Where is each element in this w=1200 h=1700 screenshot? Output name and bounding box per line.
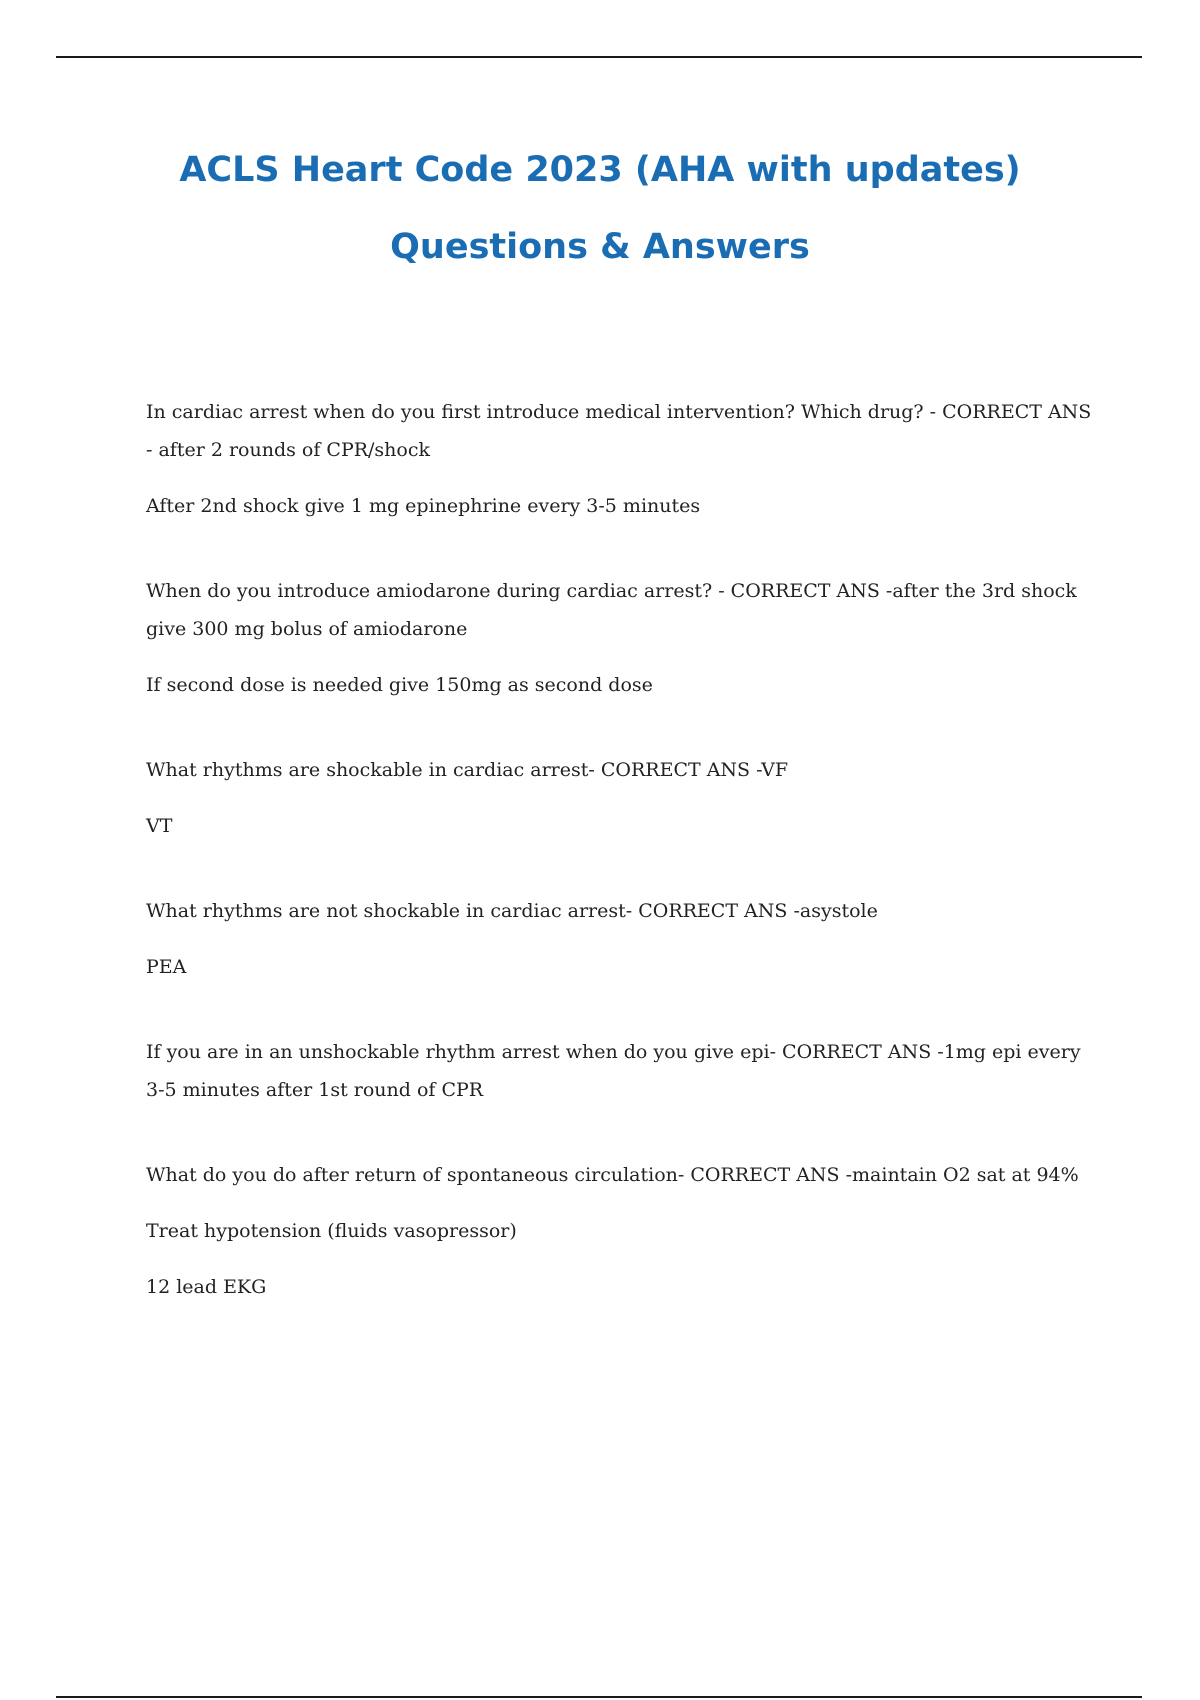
qa-list [146,393,1096,1306]
question-answer-text: When do you introduce amiodarone during cardiac arrest? - CORRECT ANS -after the 3rd shock give 300 mg bolus of amiodarone [146,580,1077,640]
qa-item [146,1156,1096,1306]
answer-detail: VT [146,815,173,837]
question-answer-text: What rhythms are shockable in cardiac arrest- CORRECT ANS -VF [146,759,789,781]
answer-detail: 12 lead EKG [146,1276,267,1298]
question-answer-text: In cardiac arrest when do you first introduce medical intervention? Which drug? - CORRECT ANS - after 2 rounds of CPR/shock [146,401,1092,461]
answer-detail: If second dose is needed give 150mg as second dose [146,674,653,696]
question-answer-text: What rhythms are not shockable in cardiac arrest- CORRECT ANS -asystole [146,900,878,922]
question-answer-text: If you are in an unshockable rhythm arrest when do you give epi- CORRECT ANS -1mg epi every 3-5 minutes after 1st round of CPR [146,1041,1081,1101]
qa-item [146,1033,1096,1109]
document-subtitle: Questions & Answers [390,227,810,267]
qa-item [146,892,1096,986]
document-title: ACLS Heart Code 2023 (AHA with updates) [179,150,1021,190]
qa-item [146,751,1096,845]
answer-detail: After 2nd shock give 1 mg epinephrine every 3-5 minutes [146,495,701,517]
qa-item [146,393,1096,525]
top-divider [56,56,1142,58]
bottom-divider [56,1696,1142,1698]
answer-detail: PEA [146,956,187,978]
qa-item [146,572,1096,704]
answer-detail: Treat hypotension (fluids vasopressor) [146,1220,517,1242]
question-answer-text: What do you do after return of spontaneous circulation- CORRECT ANS -maintain O2 sat at 94% [146,1164,1079,1186]
